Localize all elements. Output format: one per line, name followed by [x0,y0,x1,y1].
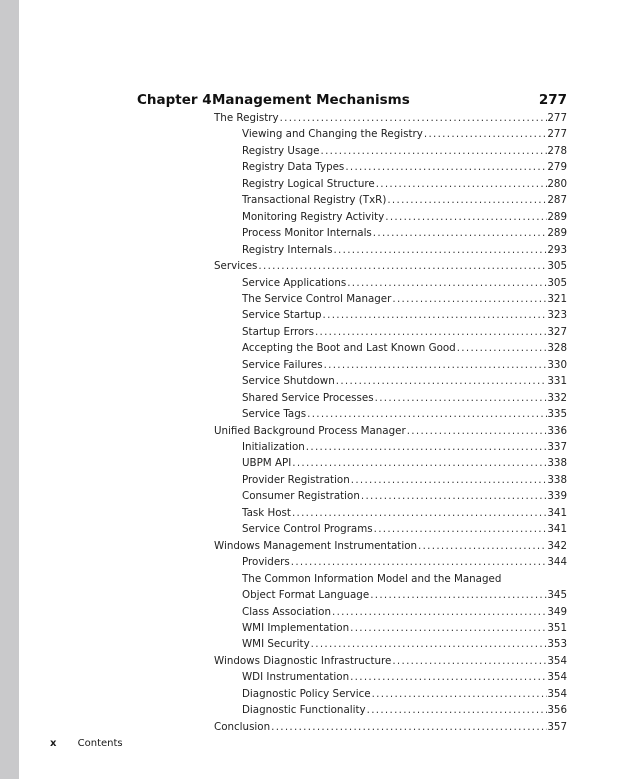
toc-subsection-entry [242,554,567,570]
toc-entry-title: Service Control Programs [242,523,373,536]
toc-subsection-entry [242,571,567,587]
toc-dot-leader [375,176,548,192]
toc-subsection-entry [242,669,567,685]
toc-entry-title: Accepting the Boot and Last Known Good [242,342,456,355]
toc-dot-leader [323,357,548,373]
toc-subsection-entry [242,439,567,455]
toc-entry-title: Diagnostic Functionality [242,704,366,717]
toc-dot-leader [366,702,548,718]
toc-entry-title: Transactional Registry (TxR) [242,194,387,207]
toc-entry-title: Consumer Registration [242,490,360,503]
toc-subsection-entry [242,521,567,537]
toc-entry-page-number: 349 [547,605,567,618]
toc-subsection-entry [242,242,567,258]
toc-dot-leader [306,406,547,422]
toc-subsection-entry [242,192,567,208]
chapter-label: Chapter 4 [137,92,212,108]
toc-entry-page-number: 293 [547,243,567,256]
toc-entry-page-number: 289 [547,227,567,240]
toc-subsection-entry [242,225,567,241]
toc-dot-leader [374,390,548,406]
toc-section-entry [214,258,567,274]
toc-entry-title: The Common Information Model and the Managed [242,572,502,585]
toc-subsection-entry [242,620,567,636]
toc-dot-leader [372,225,548,241]
toc-dot-leader [373,521,548,537]
toc-entry-title: Process Monitor Internals [242,227,372,240]
toc-dot-leader [423,126,547,142]
chapter-title: Management Mechanisms [212,92,410,108]
toc-entry-page-number: 341 [547,523,567,536]
toc-entry-title: Task Host [242,506,291,519]
toc-entry-page-number: 289 [547,210,567,223]
toc-entry-title: Initialization [242,441,305,453]
toc-entry-page-number: 280 [547,177,567,190]
toc-section-entry [214,538,567,554]
toc-entry-title: Service Startup [242,309,322,322]
toc-subsection-entry [242,604,567,620]
toc-entry-title: WDI Instrumentation [242,671,350,684]
toc-entry-title: The Service Control Manager [242,292,392,305]
toc-entry-title: Service Shutdown [242,375,335,388]
toc-subsection-entry [242,209,567,225]
toc-entry-title: UBPM API [242,457,292,470]
toc-entry-page-number: 339 [547,490,567,503]
toc-entry-title: Object Format Language [242,589,370,602]
toc-dot-leader [349,669,547,685]
toc-entry-title: Windows Management Instrumentation [214,539,418,552]
toc-entry-page-number: 345 [547,589,567,602]
toc-entry-page-number: 287 [547,194,567,207]
toc-dot-leader [270,719,547,735]
toc-subsection-entry [242,455,567,471]
toc-section-entry [214,110,567,126]
toc-entry-title: Providers [242,556,290,569]
toc-section-entry [214,719,567,735]
toc-dot-leader [360,488,547,504]
toc-entry-title: Registry Usage [242,144,320,157]
page-gutter-bar [0,0,19,779]
toc-entry-title: Class Association [242,605,331,618]
toc-entry-title: Monitoring Registry Activity [242,210,385,223]
toc-entry-title: Services [214,260,258,273]
toc-section-entry [214,423,567,439]
toc-dot-leader [384,209,547,225]
toc-dot-leader [331,604,547,620]
toc-subsection-entry [242,390,567,406]
toc-entry-page-number: 353 [547,638,567,651]
toc-subsection-entry [242,472,567,488]
toc-entry-page-number: 327 [547,325,567,338]
toc-dot-leader [257,258,547,274]
toc-entry-page-number: 337 [547,441,567,453]
toc-subsection-entry [242,686,567,702]
toc-subsection-entry [242,176,567,192]
toc-entry-title: Registry Data Types [242,161,345,174]
toc-subsection-entry [242,373,567,389]
toc-entry-page-number: 305 [547,260,567,273]
toc-dot-leader [391,653,547,669]
toc-entry-page-number: 342 [547,539,567,552]
toc-entry-title: Provider Registration [242,473,350,486]
toc-dot-leader [291,505,547,521]
toc-subsection-entry [242,488,567,504]
toc-entry-page-number: 344 [547,556,567,569]
footer-page-marker: x [50,738,57,749]
toc-entry-title: Diagnostic Policy Service [242,687,371,700]
toc-entry-title: Conclusion [214,720,271,733]
toc-subsection-entry [242,275,567,291]
footer-label: Contents [77,738,123,749]
toc-dot-leader [417,538,547,554]
toc-entry-page-number: 321 [547,292,567,305]
toc-subsection-entry [242,406,567,422]
toc-entry-page-number: 336 [547,424,567,437]
toc-dot-leader [456,340,548,356]
toc-entry-page-number: 332 [547,391,567,404]
toc-entry-page-number: 323 [547,309,567,322]
toc-entry-title: Registry Internals [242,243,333,256]
toc-entry-title: Unified Background Process Manager [214,424,406,437]
toc-subsection-entry [242,324,567,340]
toc-dot-leader [290,554,548,570]
toc-entry-page-number: 331 [547,375,567,388]
toc-dot-leader [332,242,547,258]
toc-dot-leader [314,324,547,340]
toc-subsection-entry [242,291,567,307]
toc-entry-page-number: 356 [547,704,567,717]
toc-entry-page-number: 354 [547,654,567,667]
toc-subsection-entry [242,307,567,323]
toc-subsection-entry [242,159,567,175]
toc-subsection-entry [242,357,567,373]
toc-entry-page-number: 328 [547,342,567,355]
toc-dot-leader [335,373,548,389]
toc-dot-leader [371,686,548,702]
toc-dot-leader [350,472,548,488]
toc-dot-leader [320,143,548,159]
toc-entry-page-number: 277 [547,112,567,124]
toc-entry-page-number: 277 [547,128,567,141]
toc-entry-title: Service Applications [242,276,347,289]
toc-entry-title: Startup Errors [242,325,314,338]
toc-subsection-entry [242,340,567,356]
chapter-heading [137,90,567,110]
toc-dot-leader [344,159,547,175]
toc-entry-page-number: 278 [547,144,567,157]
toc-dot-leader [391,291,547,307]
toc-entry-page-number: 305 [547,276,567,289]
toc-entry-title: Service Tags [242,408,307,421]
toc-subsection-entry [242,702,567,718]
toc-dot-leader [291,455,547,471]
toc-dot-leader [310,636,548,652]
toc-subsection-entry [242,143,567,159]
toc-entry-title: Registry Logical Structure [242,177,375,190]
toc-subsection-entry [242,587,567,603]
toc-entry-page-number: 338 [547,473,567,486]
toc-entry-title: The Registry [214,112,279,124]
toc-dot-leader [386,192,547,208]
toc-dot-leader [369,587,547,603]
toc-entry-title: Service Failures [242,358,323,371]
toc-entry-page-number: 354 [547,671,567,684]
toc-entry-title: WMI Security [242,638,310,651]
toc-subsection-entry [242,505,567,521]
toc-subsection-entry [242,126,567,142]
toc-entry-page-number: 279 [547,161,567,174]
toc-entry-page-number: 354 [547,687,567,700]
toc-entry-title: WMI Implementation [242,621,350,634]
toc-entry-page-number: 341 [547,506,567,519]
toc-dot-leader [349,620,547,636]
toc-entry-page-number: 357 [547,720,567,733]
toc-section-entry [214,653,567,669]
chapter-page-number: 277 [538,92,567,108]
toc-dot-leader [305,439,548,455]
toc-dot-leader [279,110,548,126]
toc-dot-leader [346,275,547,291]
toc-subsection-entry [242,636,567,652]
toc-entry-title: Windows Diagnostic Infrastructure [214,654,392,667]
toc-entry-page-number: 338 [547,457,567,470]
toc-dot-leader [322,307,548,323]
toc-dot-leader [406,423,548,439]
page-footer [50,736,123,752]
toc-entry-title: Viewing and Changing the Registry [242,128,423,141]
toc-entry-page-number: 330 [547,358,567,371]
toc-entry-page-number: 351 [547,621,567,634]
toc-entry-page-number: 335 [547,408,567,421]
toc-entry-title: Shared Service Processes [242,391,374,404]
